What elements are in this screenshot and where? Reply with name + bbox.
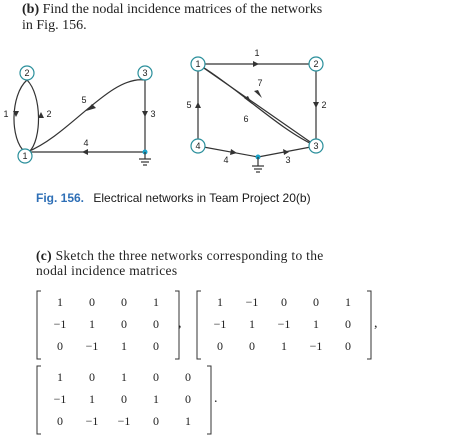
matrix-cell: 1	[153, 392, 159, 406]
matrix-cell: 1	[57, 295, 63, 309]
right-edge-label-7: 7	[257, 78, 263, 88]
matrix-cell: 0	[185, 392, 191, 406]
matrix-cell: −1	[85, 414, 99, 428]
right-edge-label-5: 5	[186, 100, 192, 110]
right-arrow-7	[254, 90, 262, 98]
left-network	[3, 66, 155, 165]
matrix-cell: 0	[345, 317, 351, 331]
matrix-cell: 1	[217, 295, 223, 309]
matrix-cell: −1	[213, 317, 227, 331]
left-edge-2	[27, 80, 39, 152]
caption-fig-number: Fig. 156.	[36, 191, 85, 205]
matrix-cell: 1	[249, 317, 255, 331]
matrix-3	[36, 365, 212, 435]
matrix-cell: 0	[153, 414, 159, 428]
networks-figure	[0, 40, 474, 190]
right-network	[186, 48, 326, 172]
right-arrow-4	[230, 149, 237, 155]
matrix-cell: 1	[89, 317, 95, 331]
matrix-cell: 0	[281, 295, 287, 309]
matrix-cell: −1	[277, 317, 291, 331]
svg-text:2: 2	[24, 68, 30, 78]
matrix-right-bracket	[207, 366, 211, 434]
matrix-cell: 1	[57, 370, 63, 384]
matrix-left-bracket	[197, 291, 201, 359]
matrix-cell: 1	[281, 339, 287, 353]
matrix-cell: 1	[89, 392, 95, 406]
matrix-cell: 0	[89, 370, 95, 384]
matrix-cell: −1	[53, 392, 67, 406]
matrix-cell: 1	[153, 295, 159, 309]
matrix-cell: 0	[121, 295, 127, 309]
matrix-cell: −1	[309, 339, 323, 353]
matrix-cell: −1	[245, 295, 259, 309]
matrix-cell: −1	[53, 317, 67, 331]
matrix-1	[36, 290, 180, 360]
part-b-line1: Find the nodal incidence matrices of the networks	[42, 2, 323, 17]
matrix-cell: −1	[85, 339, 99, 353]
matrix-cell: 0	[217, 339, 223, 353]
svg-text:3: 3	[142, 68, 148, 78]
matrix-cell: 0	[153, 339, 159, 353]
matrix-cell: 0	[153, 370, 159, 384]
matrix-cell: 0	[89, 295, 95, 309]
matrix-cell: 0	[313, 295, 319, 309]
right-edge-label-4: 4	[223, 155, 229, 165]
svg-text:2: 2	[313, 59, 319, 69]
part-b-text	[22, 2, 462, 34]
right-edge-label-3: 3	[285, 155, 291, 165]
part-c-line2: nodal incidence matrices	[36, 263, 178, 278]
svg-text:3: 3	[313, 141, 319, 151]
left-node-1	[18, 149, 32, 163]
left-arrow-3	[142, 111, 148, 117]
matrix-cell: 0	[249, 339, 255, 353]
matrix-cell: 0	[121, 392, 127, 406]
matrix-3-period: .	[214, 391, 218, 406]
svg-text:1: 1	[195, 59, 201, 69]
matrix-1-comma: ,	[178, 316, 182, 331]
left-edge-label-5: 5	[81, 95, 87, 105]
matrix-cell: 1	[121, 339, 127, 353]
right-node-4	[191, 139, 205, 153]
matrix-2	[196, 290, 372, 360]
right-arrow-1	[253, 61, 259, 67]
matrix-cell: 0	[57, 414, 63, 428]
left-edge-label-1: 1	[3, 109, 9, 119]
svg-text:1: 1	[22, 151, 28, 161]
left-arrow-4	[82, 149, 88, 155]
right-arrow-2	[313, 102, 319, 108]
right-arrow-5	[195, 102, 201, 108]
matrix-cell: 0	[185, 370, 191, 384]
matrix-left-bracket	[37, 291, 41, 359]
right-node-3	[309, 139, 323, 153]
left-edge-label-2: 2	[46, 109, 52, 119]
matrix-cell: 0	[345, 339, 351, 353]
right-edge-label-1: 1	[254, 48, 260, 58]
part-b-line2: in Fig. 156.	[22, 18, 87, 33]
right-edge-label-6: 6	[243, 114, 249, 124]
left-edge-label-4: 4	[83, 138, 89, 148]
matrix-cell: 0	[57, 339, 63, 353]
caption-text: Electrical networks in Team Project 20(b)	[93, 191, 311, 205]
svg-text:4: 4	[195, 141, 201, 151]
left-arrow-5	[86, 104, 96, 111]
part-c-text	[36, 248, 466, 278]
matrix-cell: 1	[121, 370, 127, 384]
right-node-1	[191, 57, 205, 71]
right-edge-label-2: 2	[321, 100, 327, 110]
matrix-right-bracket	[367, 291, 371, 359]
matrix-left-bracket	[37, 366, 41, 434]
matrix-cell: 1	[313, 317, 319, 331]
matrix-cell: 1	[345, 295, 351, 309]
right-node-2	[309, 57, 323, 71]
matrix-2-comma: ,	[374, 316, 378, 331]
part-c-line1: Sketch the three networks corresponding to the	[55, 248, 324, 263]
part-b-label: (b)	[22, 2, 40, 17]
left-edge-label-3: 3	[150, 109, 156, 119]
left-node-3	[138, 66, 152, 80]
matrix-cell: −1	[117, 414, 131, 428]
matrix-cell: 0	[121, 317, 127, 331]
part-c-label: (c)	[36, 248, 52, 263]
matrix-cell: 0	[153, 317, 159, 331]
matrix-cell: 1	[185, 414, 191, 428]
left-node-2	[20, 66, 34, 80]
figure-caption	[36, 191, 311, 205]
